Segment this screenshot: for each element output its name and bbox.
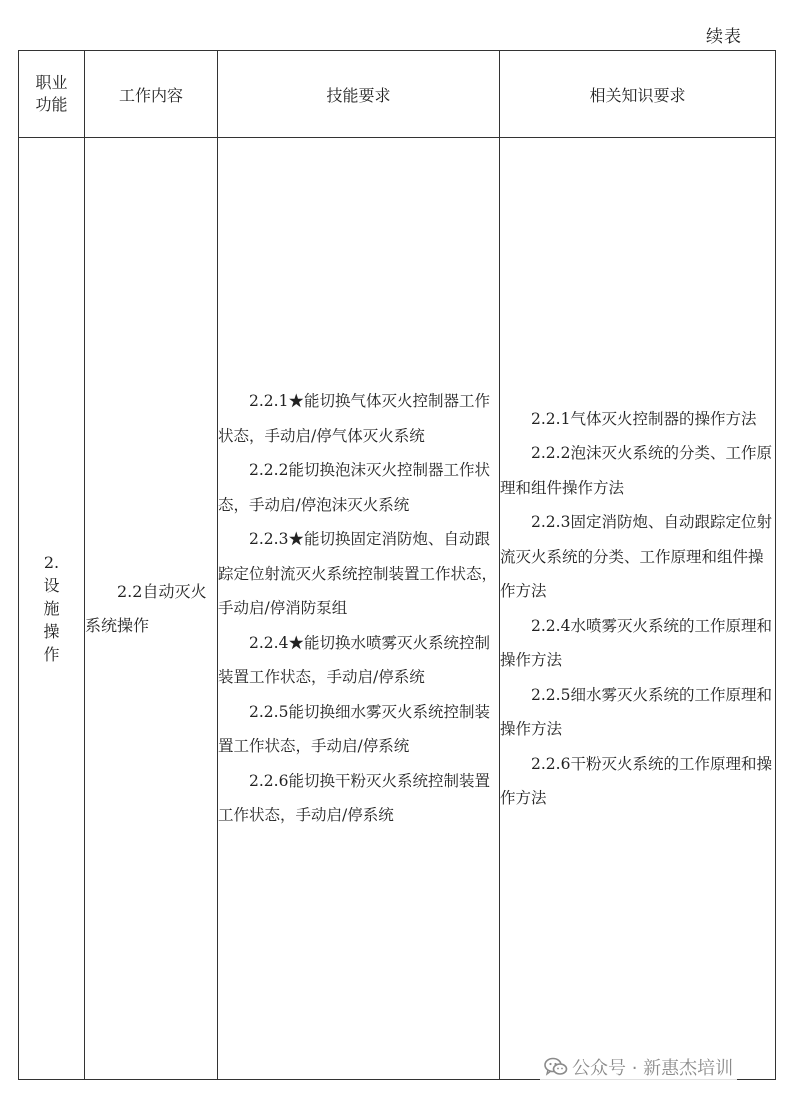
header-row <box>19 51 776 138</box>
skill-item: 2.2.2能切换泡沫灭火控制器工作状态，手动启/停泡沫灭火系统 <box>218 461 490 514</box>
knowledge-item: 2.2.6干粉灭火系统的工作原理和操作方法 <box>500 754 772 807</box>
skills-cell <box>218 138 500 1080</box>
function-char: 施 <box>43 599 60 618</box>
header-function-line: 功能 <box>35 95 68 114</box>
knowledge-item: 2.2.3固定消防炮、自动跟踪定位射流灭火系统的分类、工作原理和组件操作方法 <box>500 513 772 600</box>
knowledge-item: 2.2.2泡沫灭火系统的分类、工作原理和组件操作方法 <box>500 444 772 497</box>
knowledge-item: 2.2.4水喷雾灭火系统的工作原理和操作方法 <box>500 616 772 669</box>
skill-item: 2.2.5能切换细水雾灭火系统控制装置工作状态，手动启/停系统 <box>218 702 490 756</box>
header-knowledge: 相关知识要求 <box>500 51 776 138</box>
knowledge-item: 2.2.5细水雾灭火系统的工作原理和操作方法 <box>500 685 772 738</box>
function-char: 操 <box>43 622 60 641</box>
skill-item: 2.2.3★能切换固定消防炮、自动跟踪定位射流灭火系统控制装置工作状态，手动启/停消防泵组 <box>218 530 498 618</box>
table-row <box>19 138 776 1080</box>
content-text: 2.2自动灭火系统操作 <box>85 581 207 635</box>
skills-table <box>18 50 776 1080</box>
function-cell <box>19 138 85 1080</box>
function-char: 设 <box>43 576 60 595</box>
wechat-icon <box>544 1057 568 1077</box>
header-function-line: 职业 <box>35 73 68 92</box>
skill-item: 2.2.6能切换干粉灭火系统控制装置工作状态，手动启/停系统 <box>218 771 490 825</box>
function-char: 作 <box>43 645 60 664</box>
knowledge-item: 2.2.1气体灭火控制器的操作方法 <box>531 409 757 428</box>
continued-label: 续表 <box>706 27 742 47</box>
header-skills: 技能要求 <box>218 51 500 138</box>
header-function <box>19 51 85 138</box>
function-char: 2. <box>43 553 60 572</box>
watermark-text: 公众号 · 新惠杰培训 <box>572 1058 734 1079</box>
watermark <box>540 1052 737 1082</box>
content-cell <box>85 138 218 1080</box>
skill-item: 2.2.4★能切换水喷雾灭火系统控制装置工作状态，手动启/停系统 <box>218 633 490 687</box>
knowledge-cell <box>500 138 776 1080</box>
skill-item: 2.2.1★能切换气体灭火控制器工作状态，手动启/停气体灭火系统 <box>218 392 490 445</box>
header-content: 工作内容 <box>85 51 218 138</box>
